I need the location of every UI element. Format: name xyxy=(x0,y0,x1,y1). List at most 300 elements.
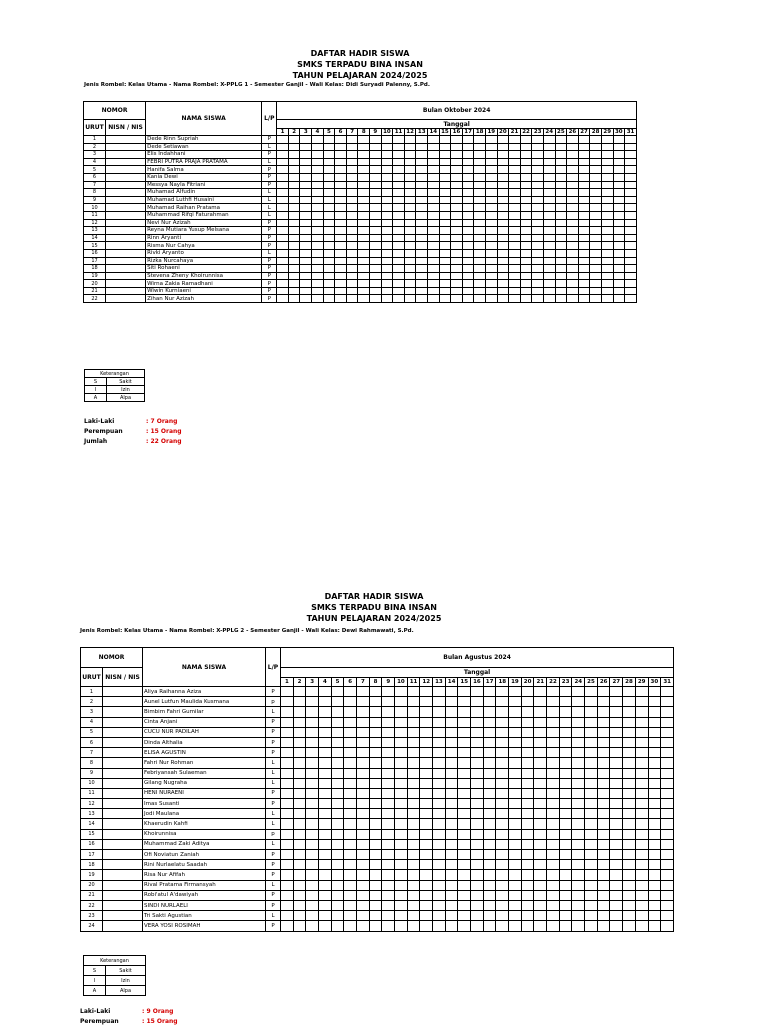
attendance-cell[interactable] xyxy=(521,890,534,900)
attendance-cell[interactable] xyxy=(428,227,440,235)
attendance-cell[interactable] xyxy=(474,151,486,159)
attendance-cell[interactable] xyxy=(281,860,294,870)
attendance-cell[interactable] xyxy=(458,778,471,788)
attendance-cell[interactable] xyxy=(335,242,347,250)
attendance-cell[interactable] xyxy=(382,850,395,860)
attendance-cell[interactable] xyxy=(485,166,497,174)
attendance-cell[interactable] xyxy=(521,799,534,809)
attendance-cell[interactable] xyxy=(590,272,602,280)
attendance-cell[interactable] xyxy=(416,227,428,235)
attendance-cell[interactable] xyxy=(532,265,544,273)
attendance-cell[interactable] xyxy=(485,219,497,227)
attendance-cell[interactable] xyxy=(613,136,625,144)
attendance-cell[interactable] xyxy=(509,242,521,250)
attendance-cell[interactable] xyxy=(277,249,289,257)
attendance-cell[interactable] xyxy=(625,204,637,212)
attendance-cell[interactable] xyxy=(395,768,408,778)
attendance-cell[interactable] xyxy=(382,717,395,727)
attendance-cell[interactable] xyxy=(306,880,319,890)
attendance-cell[interactable] xyxy=(578,249,590,257)
attendance-cell[interactable] xyxy=(277,227,289,235)
attendance-cell[interactable] xyxy=(613,295,625,303)
attendance-cell[interactable] xyxy=(567,227,579,235)
attendance-cell[interactable] xyxy=(547,860,560,870)
attendance-cell[interactable] xyxy=(555,151,567,159)
attendance-cell[interactable] xyxy=(277,151,289,159)
attendance-cell[interactable] xyxy=(451,143,463,151)
attendance-cell[interactable] xyxy=(381,204,393,212)
attendance-cell[interactable] xyxy=(610,870,623,880)
attendance-cell[interactable] xyxy=(567,173,579,181)
attendance-cell[interactable] xyxy=(420,748,433,758)
attendance-cell[interactable] xyxy=(483,850,496,860)
attendance-cell[interactable] xyxy=(288,265,300,273)
attendance-cell[interactable] xyxy=(497,143,509,151)
attendance-cell[interactable] xyxy=(335,280,347,288)
attendance-cell[interactable] xyxy=(509,748,522,758)
attendance-cell[interactable] xyxy=(381,295,393,303)
attendance-cell[interactable] xyxy=(578,189,590,197)
attendance-cell[interactable] xyxy=(648,788,661,798)
attendance-cell[interactable] xyxy=(433,829,446,839)
attendance-cell[interactable] xyxy=(416,189,428,197)
attendance-cell[interactable] xyxy=(277,158,289,166)
attendance-cell[interactable] xyxy=(496,829,509,839)
attendance-cell[interactable] xyxy=(395,850,408,860)
attendance-cell[interactable] xyxy=(543,189,555,197)
attendance-cell[interactable] xyxy=(613,196,625,204)
attendance-cell[interactable] xyxy=(509,850,522,860)
attendance-cell[interactable] xyxy=(445,727,458,737)
attendance-cell[interactable] xyxy=(559,829,572,839)
attendance-cell[interactable] xyxy=(382,900,395,910)
attendance-cell[interactable] xyxy=(420,697,433,707)
attendance-cell[interactable] xyxy=(382,860,395,870)
attendance-cell[interactable] xyxy=(555,158,567,166)
attendance-cell[interactable] xyxy=(407,911,420,921)
attendance-cell[interactable] xyxy=(369,778,382,788)
attendance-cell[interactable] xyxy=(433,880,446,890)
attendance-cell[interactable] xyxy=(445,890,458,900)
attendance-cell[interactable] xyxy=(597,839,610,849)
attendance-cell[interactable] xyxy=(597,727,610,737)
attendance-cell[interactable] xyxy=(496,687,509,697)
attendance-cell[interactable] xyxy=(451,272,463,280)
attendance-cell[interactable] xyxy=(428,219,440,227)
attendance-cell[interactable] xyxy=(393,227,405,235)
attendance-cell[interactable] xyxy=(331,911,344,921)
attendance-cell[interactable] xyxy=(393,173,405,181)
attendance-cell[interactable] xyxy=(358,257,370,265)
attendance-cell[interactable] xyxy=(433,768,446,778)
attendance-cell[interactable] xyxy=(331,890,344,900)
attendance-cell[interactable] xyxy=(572,737,585,747)
attendance-cell[interactable] xyxy=(590,265,602,273)
attendance-cell[interactable] xyxy=(281,819,294,829)
attendance-cell[interactable] xyxy=(335,227,347,235)
attendance-cell[interactable] xyxy=(520,295,532,303)
attendance-cell[interactable] xyxy=(335,181,347,189)
attendance-cell[interactable] xyxy=(357,829,370,839)
attendance-cell[interactable] xyxy=(559,768,572,778)
attendance-cell[interactable] xyxy=(471,737,484,747)
attendance-cell[interactable] xyxy=(534,809,547,819)
attendance-cell[interactable] xyxy=(474,287,486,295)
attendance-cell[interactable] xyxy=(648,900,661,910)
attendance-cell[interactable] xyxy=(471,880,484,890)
attendance-cell[interactable] xyxy=(520,242,532,250)
attendance-cell[interactable] xyxy=(613,143,625,151)
attendance-cell[interactable] xyxy=(471,870,484,880)
attendance-cell[interactable] xyxy=(407,850,420,860)
attendance-cell[interactable] xyxy=(323,265,335,273)
attendance-cell[interactable] xyxy=(520,227,532,235)
attendance-cell[interactable] xyxy=(471,890,484,900)
attendance-cell[interactable] xyxy=(485,242,497,250)
attendance-cell[interactable] xyxy=(661,799,674,809)
attendance-cell[interactable] xyxy=(407,799,420,809)
attendance-cell[interactable] xyxy=(428,181,440,189)
attendance-cell[interactable] xyxy=(382,799,395,809)
attendance-cell[interactable] xyxy=(543,249,555,257)
attendance-cell[interactable] xyxy=(288,166,300,174)
attendance-cell[interactable] xyxy=(590,211,602,219)
attendance-cell[interactable] xyxy=(319,778,332,788)
attendance-cell[interactable] xyxy=(462,211,474,219)
attendance-cell[interactable] xyxy=(381,136,393,144)
attendance-cell[interactable] xyxy=(445,687,458,697)
attendance-cell[interactable] xyxy=(393,189,405,197)
attendance-cell[interactable] xyxy=(428,173,440,181)
attendance-cell[interactable] xyxy=(578,204,590,212)
attendance-cell[interactable] xyxy=(335,234,347,242)
attendance-cell[interactable] xyxy=(445,921,458,931)
attendance-cell[interactable] xyxy=(497,196,509,204)
attendance-cell[interactable] xyxy=(572,758,585,768)
attendance-cell[interactable] xyxy=(381,272,393,280)
attendance-cell[interactable] xyxy=(661,850,674,860)
attendance-cell[interactable] xyxy=(601,211,613,219)
attendance-cell[interactable] xyxy=(420,911,433,921)
attendance-cell[interactable] xyxy=(358,287,370,295)
attendance-cell[interactable] xyxy=(404,143,416,151)
attendance-cell[interactable] xyxy=(381,189,393,197)
attendance-cell[interactable] xyxy=(382,829,395,839)
attendance-cell[interactable] xyxy=(277,265,289,273)
attendance-cell[interactable] xyxy=(331,697,344,707)
attendance-cell[interactable] xyxy=(555,196,567,204)
attendance-cell[interactable] xyxy=(590,189,602,197)
attendance-cell[interactable] xyxy=(497,181,509,189)
attendance-cell[interactable] xyxy=(521,727,534,737)
attendance-cell[interactable] xyxy=(420,727,433,737)
attendance-cell[interactable] xyxy=(661,890,674,900)
attendance-cell[interactable] xyxy=(346,295,358,303)
attendance-cell[interactable] xyxy=(520,204,532,212)
attendance-cell[interactable] xyxy=(416,234,428,242)
attendance-cell[interactable] xyxy=(344,727,357,737)
attendance-cell[interactable] xyxy=(404,189,416,197)
attendance-cell[interactable] xyxy=(532,280,544,288)
attendance-cell[interactable] xyxy=(288,272,300,280)
attendance-cell[interactable] xyxy=(474,158,486,166)
attendance-cell[interactable] xyxy=(572,768,585,778)
attendance-cell[interactable] xyxy=(496,850,509,860)
attendance-cell[interactable] xyxy=(369,809,382,819)
attendance-cell[interactable] xyxy=(585,829,598,839)
attendance-cell[interactable] xyxy=(559,788,572,798)
attendance-cell[interactable] xyxy=(281,890,294,900)
attendance-cell[interactable] xyxy=(458,860,471,870)
attendance-cell[interactable] xyxy=(288,257,300,265)
attendance-cell[interactable] xyxy=(358,181,370,189)
attendance-cell[interactable] xyxy=(483,870,496,880)
attendance-cell[interactable] xyxy=(462,136,474,144)
attendance-cell[interactable] xyxy=(277,166,289,174)
attendance-cell[interactable] xyxy=(623,799,636,809)
attendance-cell[interactable] xyxy=(393,136,405,144)
attendance-cell[interactable] xyxy=(433,921,446,931)
attendance-cell[interactable] xyxy=(601,173,613,181)
attendance-cell[interactable] xyxy=(601,280,613,288)
attendance-cell[interactable] xyxy=(369,687,382,697)
attendance-cell[interactable] xyxy=(610,921,623,931)
attendance-cell[interactable] xyxy=(451,181,463,189)
attendance-cell[interactable] xyxy=(547,748,560,758)
attendance-cell[interactable] xyxy=(623,819,636,829)
attendance-cell[interactable] xyxy=(462,227,474,235)
attendance-cell[interactable] xyxy=(578,287,590,295)
attendance-cell[interactable] xyxy=(547,839,560,849)
attendance-cell[interactable] xyxy=(451,166,463,174)
attendance-cell[interactable] xyxy=(543,257,555,265)
attendance-cell[interactable] xyxy=(407,809,420,819)
attendance-cell[interactable] xyxy=(277,295,289,303)
attendance-cell[interactable] xyxy=(497,287,509,295)
attendance-cell[interactable] xyxy=(433,850,446,860)
attendance-cell[interactable] xyxy=(532,219,544,227)
attendance-cell[interactable] xyxy=(288,295,300,303)
attendance-cell[interactable] xyxy=(613,151,625,159)
attendance-cell[interactable] xyxy=(532,196,544,204)
attendance-cell[interactable] xyxy=(335,295,347,303)
attendance-cell[interactable] xyxy=(293,911,306,921)
attendance-cell[interactable] xyxy=(288,219,300,227)
attendance-cell[interactable] xyxy=(613,166,625,174)
attendance-cell[interactable] xyxy=(458,850,471,860)
attendance-cell[interactable] xyxy=(567,295,579,303)
attendance-cell[interactable] xyxy=(462,257,474,265)
attendance-cell[interactable] xyxy=(471,768,484,778)
attendance-cell[interactable] xyxy=(344,911,357,921)
attendance-cell[interactable] xyxy=(395,737,408,747)
attendance-cell[interactable] xyxy=(439,280,451,288)
attendance-cell[interactable] xyxy=(404,257,416,265)
attendance-cell[interactable] xyxy=(471,829,484,839)
attendance-cell[interactable] xyxy=(567,211,579,219)
attendance-cell[interactable] xyxy=(661,911,674,921)
attendance-cell[interactable] xyxy=(597,788,610,798)
attendance-cell[interactable] xyxy=(358,211,370,219)
attendance-cell[interactable] xyxy=(534,707,547,717)
attendance-cell[interactable] xyxy=(648,737,661,747)
attendance-cell[interactable] xyxy=(323,136,335,144)
attendance-cell[interactable] xyxy=(597,860,610,870)
attendance-cell[interactable] xyxy=(590,242,602,250)
attendance-cell[interactable] xyxy=(319,717,332,727)
attendance-cell[interactable] xyxy=(623,768,636,778)
attendance-cell[interactable] xyxy=(555,272,567,280)
attendance-cell[interactable] xyxy=(357,687,370,697)
attendance-cell[interactable] xyxy=(335,219,347,227)
attendance-cell[interactable] xyxy=(567,136,579,144)
attendance-cell[interactable] xyxy=(509,173,521,181)
attendance-cell[interactable] xyxy=(357,697,370,707)
attendance-cell[interactable] xyxy=(293,737,306,747)
attendance-cell[interactable] xyxy=(661,717,674,727)
attendance-cell[interactable] xyxy=(635,758,648,768)
attendance-cell[interactable] xyxy=(382,880,395,890)
attendance-cell[interactable] xyxy=(520,219,532,227)
attendance-cell[interactable] xyxy=(625,136,637,144)
attendance-cell[interactable] xyxy=(370,234,382,242)
attendance-cell[interactable] xyxy=(451,219,463,227)
attendance-cell[interactable] xyxy=(319,829,332,839)
attendance-cell[interactable] xyxy=(369,880,382,890)
attendance-cell[interactable] xyxy=(521,707,534,717)
attendance-cell[interactable] xyxy=(567,249,579,257)
attendance-cell[interactable] xyxy=(312,196,324,204)
attendance-cell[interactable] xyxy=(635,880,648,890)
attendance-cell[interactable] xyxy=(648,819,661,829)
attendance-cell[interactable] xyxy=(323,287,335,295)
attendance-cell[interactable] xyxy=(597,921,610,931)
attendance-cell[interactable] xyxy=(331,717,344,727)
attendance-cell[interactable] xyxy=(404,219,416,227)
attendance-cell[interactable] xyxy=(277,234,289,242)
attendance-cell[interactable] xyxy=(474,166,486,174)
attendance-cell[interactable] xyxy=(532,242,544,250)
attendance-cell[interactable] xyxy=(393,181,405,189)
attendance-cell[interactable] xyxy=(451,136,463,144)
attendance-cell[interactable] xyxy=(474,249,486,257)
attendance-cell[interactable] xyxy=(635,921,648,931)
attendance-cell[interactable] xyxy=(288,287,300,295)
attendance-cell[interactable] xyxy=(407,890,420,900)
attendance-cell[interactable] xyxy=(509,778,522,788)
attendance-cell[interactable] xyxy=(483,748,496,758)
attendance-cell[interactable] xyxy=(585,921,598,931)
attendance-cell[interactable] xyxy=(407,737,420,747)
attendance-cell[interactable] xyxy=(357,799,370,809)
attendance-cell[interactable] xyxy=(439,242,451,250)
attendance-cell[interactable] xyxy=(358,173,370,181)
attendance-cell[interactable] xyxy=(601,287,613,295)
attendance-cell[interactable] xyxy=(585,809,598,819)
attendance-cell[interactable] xyxy=(344,748,357,758)
attendance-cell[interactable] xyxy=(485,189,497,197)
attendance-cell[interactable] xyxy=(547,768,560,778)
attendance-cell[interactable] xyxy=(382,870,395,880)
attendance-cell[interactable] xyxy=(382,839,395,849)
attendance-cell[interactable] xyxy=(623,860,636,870)
attendance-cell[interactable] xyxy=(344,788,357,798)
attendance-cell[interactable] xyxy=(395,717,408,727)
attendance-cell[interactable] xyxy=(323,189,335,197)
attendance-cell[interactable] xyxy=(509,900,522,910)
attendance-cell[interactable] xyxy=(625,158,637,166)
attendance-cell[interactable] xyxy=(293,778,306,788)
attendance-cell[interactable] xyxy=(395,900,408,910)
attendance-cell[interactable] xyxy=(497,242,509,250)
attendance-cell[interactable] xyxy=(567,257,579,265)
attendance-cell[interactable] xyxy=(293,687,306,697)
attendance-cell[interactable] xyxy=(293,758,306,768)
attendance-cell[interactable] xyxy=(288,181,300,189)
attendance-cell[interactable] xyxy=(357,850,370,860)
attendance-cell[interactable] xyxy=(635,839,648,849)
attendance-cell[interactable] xyxy=(648,697,661,707)
attendance-cell[interactable] xyxy=(462,249,474,257)
attendance-cell[interactable] xyxy=(439,234,451,242)
attendance-cell[interactable] xyxy=(520,143,532,151)
attendance-cell[interactable] xyxy=(439,257,451,265)
attendance-cell[interactable] xyxy=(428,295,440,303)
attendance-cell[interactable] xyxy=(601,204,613,212)
attendance-cell[interactable] xyxy=(485,196,497,204)
attendance-cell[interactable] xyxy=(590,151,602,159)
attendance-cell[interactable] xyxy=(485,257,497,265)
attendance-cell[interactable] xyxy=(404,181,416,189)
attendance-cell[interactable] xyxy=(293,768,306,778)
attendance-cell[interactable] xyxy=(281,727,294,737)
attendance-cell[interactable] xyxy=(335,136,347,144)
attendance-cell[interactable] xyxy=(474,204,486,212)
attendance-cell[interactable] xyxy=(623,921,636,931)
attendance-cell[interactable] xyxy=(462,158,474,166)
attendance-cell[interactable] xyxy=(543,173,555,181)
attendance-cell[interactable] xyxy=(648,880,661,890)
attendance-cell[interactable] xyxy=(625,272,637,280)
attendance-cell[interactable] xyxy=(293,717,306,727)
attendance-cell[interactable] xyxy=(395,839,408,849)
attendance-cell[interactable] xyxy=(462,173,474,181)
attendance-cell[interactable] xyxy=(458,707,471,717)
attendance-cell[interactable] xyxy=(369,748,382,758)
attendance-cell[interactable] xyxy=(312,219,324,227)
attendance-cell[interactable] xyxy=(625,280,637,288)
attendance-cell[interactable] xyxy=(393,257,405,265)
attendance-cell[interactable] xyxy=(428,196,440,204)
attendance-cell[interactable] xyxy=(509,911,522,921)
attendance-cell[interactable] xyxy=(610,687,623,697)
attendance-cell[interactable] xyxy=(601,272,613,280)
attendance-cell[interactable] xyxy=(323,242,335,250)
attendance-cell[interactable] xyxy=(346,204,358,212)
attendance-cell[interactable] xyxy=(585,911,598,921)
attendance-cell[interactable] xyxy=(585,788,598,798)
attendance-cell[interactable] xyxy=(370,272,382,280)
attendance-cell[interactable] xyxy=(509,211,521,219)
attendance-cell[interactable] xyxy=(416,143,428,151)
attendance-cell[interactable] xyxy=(420,829,433,839)
attendance-cell[interactable] xyxy=(358,189,370,197)
attendance-cell[interactable] xyxy=(471,809,484,819)
attendance-cell[interactable] xyxy=(613,204,625,212)
attendance-cell[interactable] xyxy=(331,921,344,931)
attendance-cell[interactable] xyxy=(521,819,534,829)
attendance-cell[interactable] xyxy=(497,265,509,273)
